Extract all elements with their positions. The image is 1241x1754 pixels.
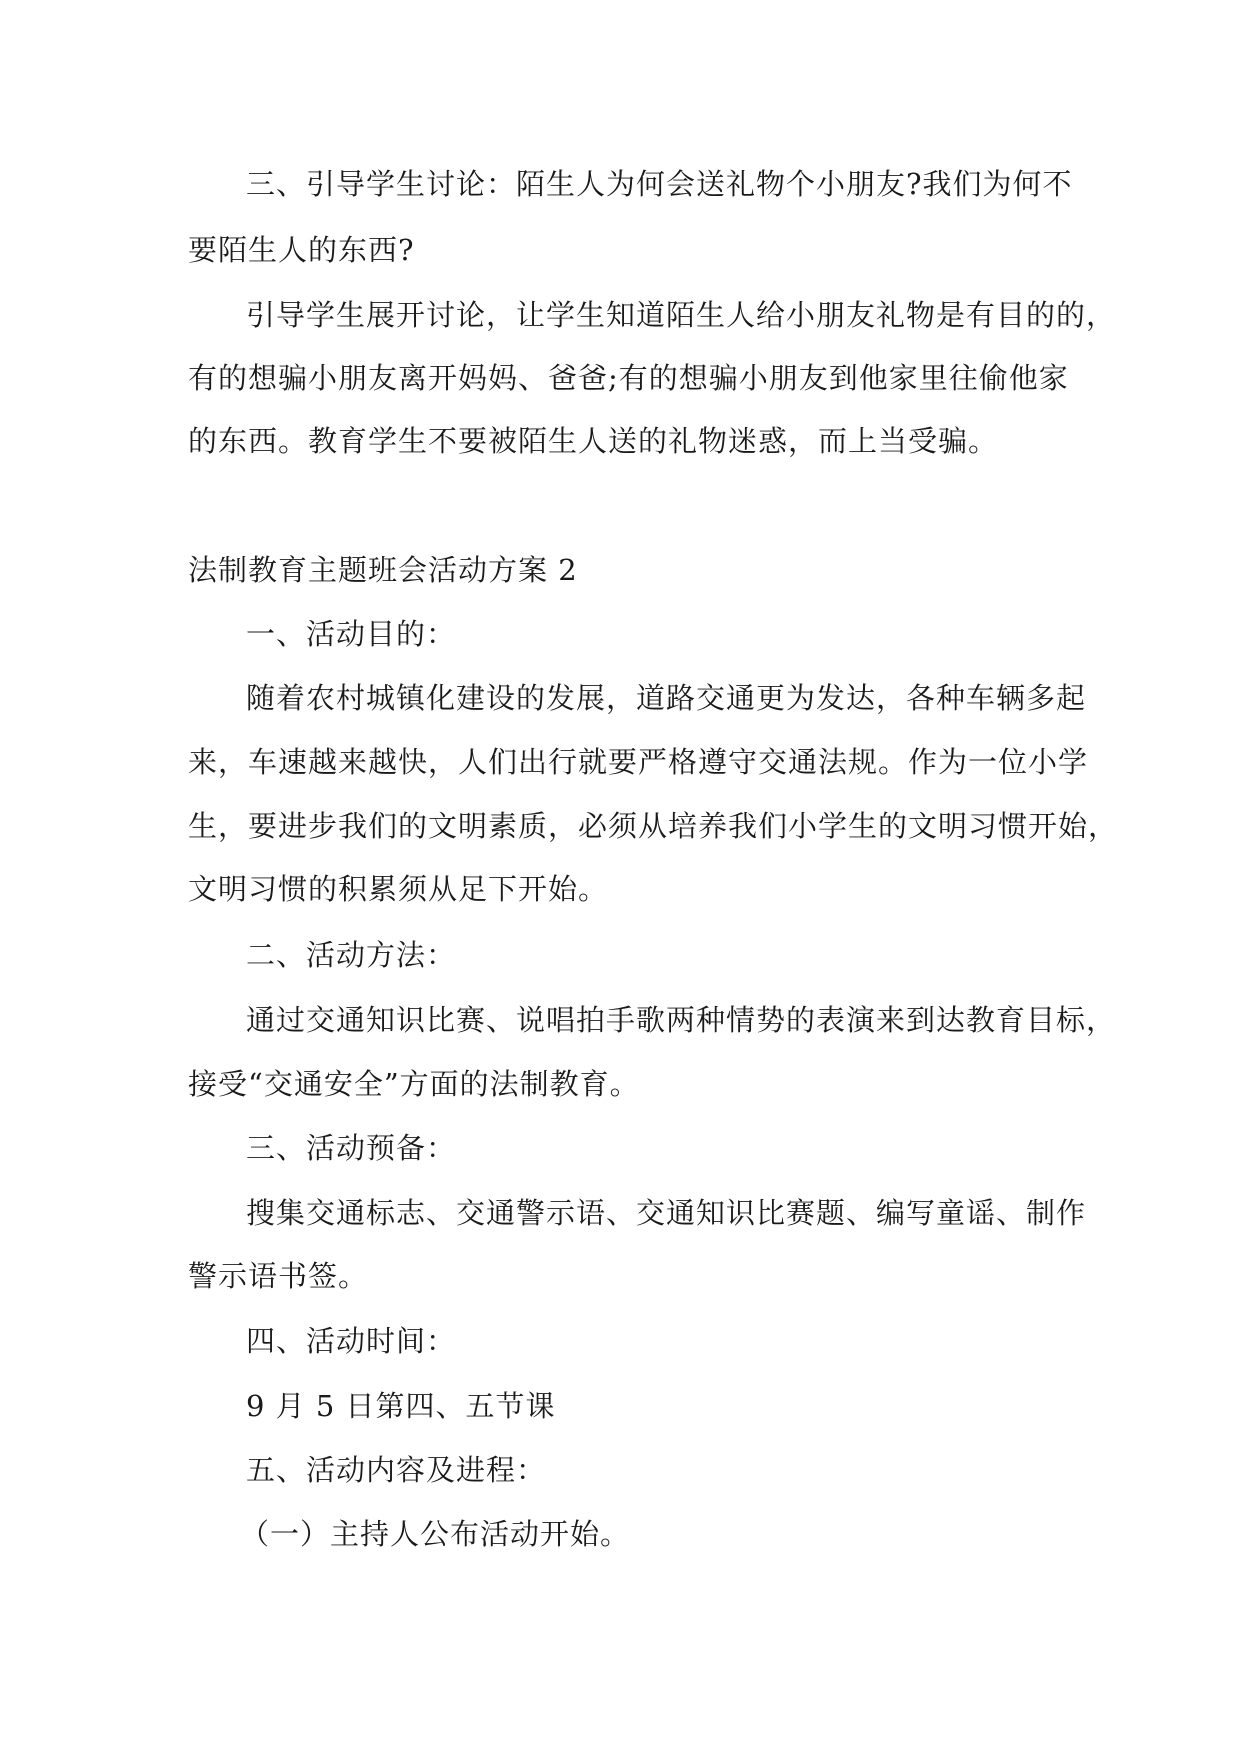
paragraph-line: 通过交通知识比赛、说唱拍手歌两种情势的表演来到达教育目标， xyxy=(246,1003,1117,1037)
paragraph-line: 三、引导学生讨论：陌生人为何会送礼物个小朋友?我们为何不 xyxy=(246,167,1073,201)
paragraph-line: 文明习惯的积累须从足下开始。 xyxy=(188,872,609,906)
paragraph-line: 9 月 5 日第四、五节课 xyxy=(246,1389,556,1423)
paragraph-line: 生，要进步我们的文明素质，必须从培养我们小学生的文明习惯开始， xyxy=(188,809,1119,843)
paragraph-line: 警示语书签。 xyxy=(188,1259,369,1293)
paragraph-line: 的东西。教育学生不要被陌生人送的礼物迷惑，而上当受骗。 xyxy=(188,424,999,458)
paragraph-line: 有的想骗小朋友离开妈妈、爸爸;有的想骗小朋友到他家里往偷他家 xyxy=(188,361,1069,395)
paragraph-line: 接受“交通安全”方面的法制教育。 xyxy=(188,1067,640,1101)
paragraph-line: 随着农村城镇化建设的发展，道路交通更为发达，各种车辆多起 xyxy=(246,681,1087,715)
heading-line: 五、活动内容及进程： xyxy=(246,1453,547,1487)
paragraph-line: 要陌生人的东西? xyxy=(188,233,415,267)
paragraph-line: 搜集交通标志、交通警示语、交通知识比赛题、编写童谣、制作 xyxy=(246,1196,1087,1230)
section-title: 法制教育主题班会活动方案 2 xyxy=(188,553,578,587)
paragraph-line: （一）主持人公布活动开始。 xyxy=(240,1517,631,1551)
heading-line: 三、活动预备： xyxy=(246,1131,457,1165)
paragraph-line: 引导学生展开讨论，让学生知道陌生人给小朋友礼物是有目的的， xyxy=(246,298,1117,332)
paragraph-line: 来，车速越来越快，人们出行就要严格遵守交通法规。作为一位小学 xyxy=(188,745,1089,779)
heading-line: 二、活动方法： xyxy=(246,938,457,972)
heading-line: 四、活动时间： xyxy=(246,1324,457,1358)
heading-line: 一、活动目的： xyxy=(246,617,457,651)
